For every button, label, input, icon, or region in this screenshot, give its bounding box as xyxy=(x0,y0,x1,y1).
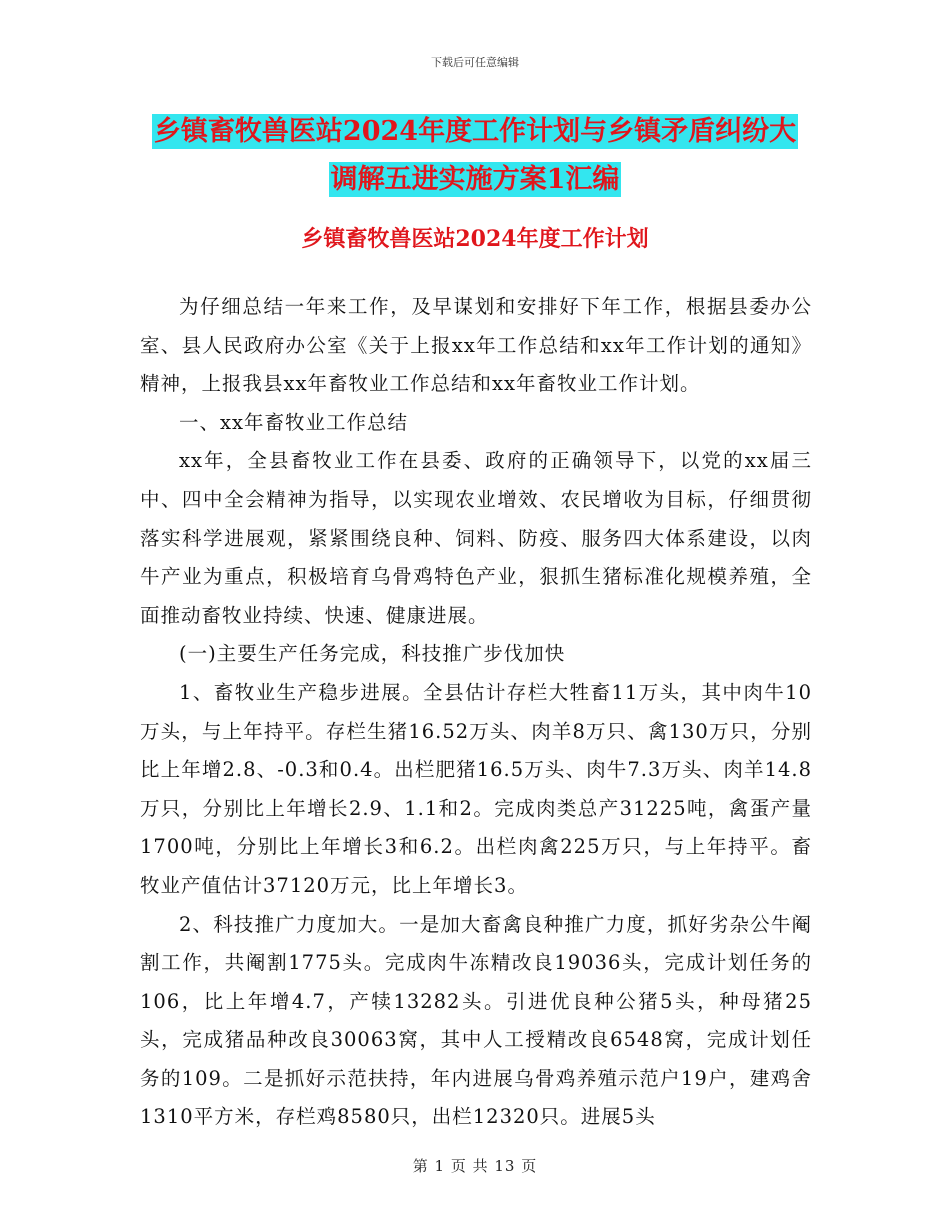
paragraph: 1、畜牧业生产稳步进展。全县估计存栏大牲畜11万头，其中肉牛10万头，与上年持平。存栏生猪16.52万头、肉羊8万只、禽130万只，分别比上年增2.8、-0.3和0.4。出栏肥猪16.5万头、肉牛7.3万头、肉羊14.8万只，分别比上年增长2.9、1.1和2。完成肉类总产31225吨，禽蛋产量1700吨，分别比上年增长3和6.2。出栏肉禽225万只，与上年持平。畜牧业产值估计37120万元，比上年增长3。 xyxy=(140,680,812,897)
page-number: 第 1 页 共 13 页 xyxy=(412,1157,538,1175)
paragraph: 为仔细总结一年来工作，及早谋划和安排好下年工作，根据县委办公室、县人民政府办公室《关于上报xx年工作总结和xx年工作计划的通知》精神，上报我县xx年畜牧业工作总结和xx年畜牧业工作计划。 xyxy=(140,295,812,396)
document-title-line-1: 乡镇畜牧兽医站2024年度工作计划与乡镇矛盾纠纷大 xyxy=(153,116,797,147)
paragraph: xx年，全县畜牧业工作在县委、政府的正确领导下，以党的xx届三中、四中全会精神为指导，以实现农业增效、农民增收为目标，仔细贯彻落实科学进展观，紧紧围绕良种、饲料、防疫、服务四大体系建设，以肉牛产业为重点，积极培育乌骨鸡特色产业，狠抓生猪标准化规模养殖，全面推动畜牧业持续、快速、健康进展。 xyxy=(140,449,812,627)
document-title xyxy=(0,108,950,204)
header-note: 下载后可任意编辑 xyxy=(431,56,519,69)
document-title-line-2: 调解五进实施方案1汇编 xyxy=(330,164,620,195)
document-body xyxy=(140,288,812,1137)
paragraph: 一、xx年畜牧业工作总结 xyxy=(179,410,408,434)
paragraph: (一)主要生产任务完成，科技推广步伐加快 xyxy=(179,642,566,666)
paragraph: 2、科技推广力度加大。一是加大畜禽良种推广力度，抓好劣杂公牛阉割工作，共阉割1775头。完成肉牛冻精改良19036头，完成计划任务的106，比上年增4.7，产犊13282头。引进优良种公猪5头，种母猪25头，完成猪品种改良30063窝，其中人工授精改良6548窝，完成计划任务的109。二是抓好示范扶持，年内进展乌骨鸡养殖示范户19户，建鸡舍1310平方米，存栏鸡8580只，出栏12320只。进展5头 xyxy=(140,912,812,1129)
section-title: 乡镇畜牧兽医站2024年度工作计划 xyxy=(301,226,649,252)
